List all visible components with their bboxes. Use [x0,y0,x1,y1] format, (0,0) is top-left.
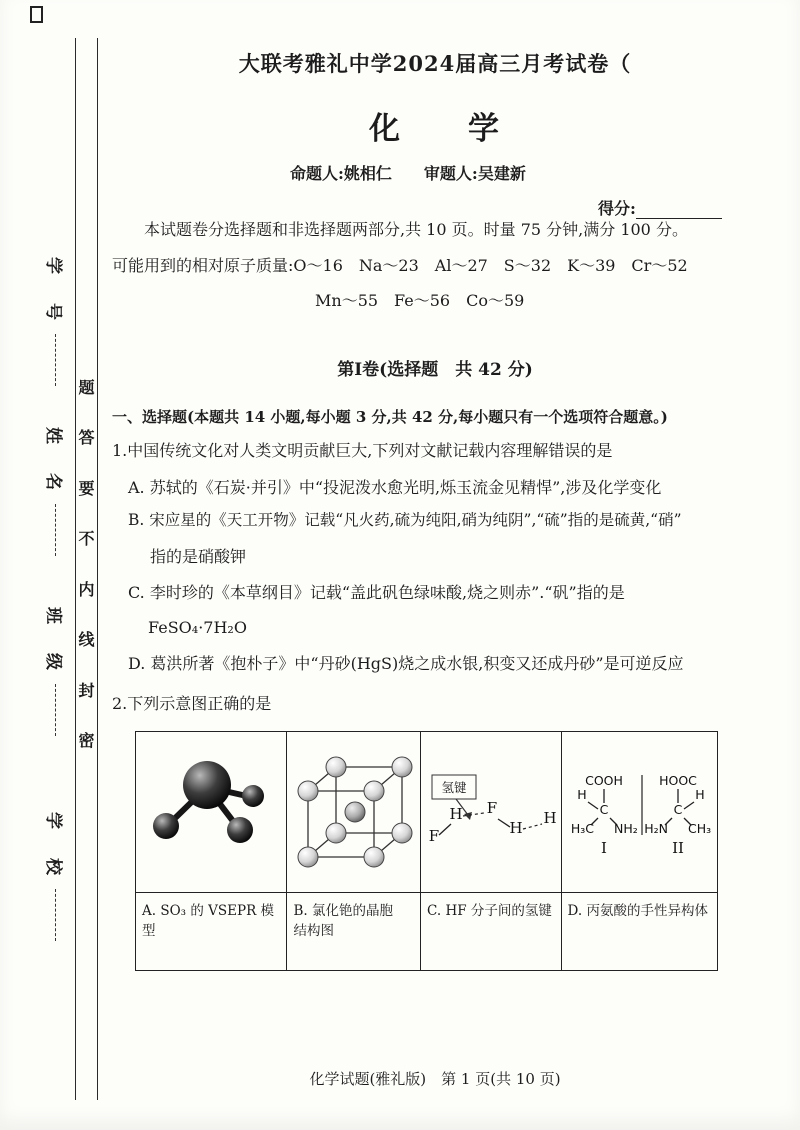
option-c-cell [420,732,561,970]
hydrogen-atom-label: H [577,787,587,802]
atomic-masses-line1: 可能用到的相对原子质量:O～16 Na～23 Al～27 S～32 K～39 Cr～52 [112,256,688,275]
score-field [598,196,722,219]
question-1-option-c-formula: FeSO₄·7H₂O [148,618,247,637]
option-b-caption-line1: B. 氯化铯的晶胞 [293,903,393,919]
corner-registration-mark [30,6,43,23]
fill-in-line [55,684,57,736]
score-blank-line [636,203,722,219]
hydrogen-atom-label: H [509,819,523,837]
option-a-caption: A. SO₃ 的 VSEPR 模型 [142,903,275,940]
score-label: 得分: [598,199,636,218]
seal-notice-char: 封 [78,681,95,700]
seal-field-class [43,607,69,737]
carbon-atom-label: C [599,802,609,817]
question-1-option-b-line1: B. 宋应星的《天工开物》记载“凡火药,硫为纯阳,硝为纯阴”,“硫”指的是硫黄,“硝” [128,511,682,529]
exam-title: 大联考雅礼中学2024届高三月考试卷（ [238,51,632,76]
atomic-masses-line2: Mn～55 Fe～56 Co～59 [315,291,525,310]
seal-field-label: 学 号 [43,257,64,326]
page-footer: 化学试题(雅礼版) 第 1 页(共 10 页) [309,1070,561,1088]
fill-in-line [55,889,57,941]
carboxyl-group-label: HOOC [658,773,697,788]
methyl-group-label: H₃C [570,821,594,836]
carbon-atom-label: C [673,802,683,817]
option-a-cell [136,732,286,970]
question-1-option-c-line1: C. 李时珍的《本草纲目》记载“盖此矾色绿味酸,烧之则赤”.“矾”指的是 [128,583,625,602]
seal-field-label: 姓 名 [43,427,64,496]
seal-field-student-number [43,257,69,387]
seal-line-outer [75,38,76,1100]
hydrogen-bond-label: 氢键 [441,780,467,795]
option-b-caption [287,893,420,942]
exam-description: 本试题卷分选择题和非选择题两部分,共 10 页。时量 75 分钟,满分 100 分。 [144,220,688,239]
option-c-caption: C. HF 分子间的氢键 [427,903,552,919]
hydrogen-atom-label: H [543,809,557,827]
seal-field-label: 学 校 [43,812,64,881]
fill-in-line [55,504,57,556]
fill-in-line [55,334,57,386]
seal-notice-char: 内 [78,580,95,599]
seal-notice-char: 不 [78,529,95,548]
isomer-1-label: I [600,839,607,857]
question-1-stem: 1.中国传统文化对人类文明贡献巨大,下列对文献记载内容理解错误的是 [112,441,613,460]
hf-hydrogen-bond-diagram [421,732,561,893]
amine-group-label: NH₂ [613,821,638,836]
question-1-option-b-line2: 指的是硝酸钾 [150,547,247,566]
fluorine-atom-label: F [428,827,439,845]
hydrogen-atom-label: H [695,787,705,802]
hydrogen-atom-label: H [449,805,463,823]
question-1-option-d: D. 葛洪所著《抱朴子》中“丹砂(HgS)烧之成水银,积变又还成丹砂”是可逆反应 [128,654,684,673]
seal-field-school [43,812,69,942]
isomer-2-label: II [671,839,684,857]
seal-notice-char: 题 [78,378,95,397]
subject-title: 化 学 [369,111,501,147]
seal-notice-char: 要 [78,479,95,498]
setters-line: 命题人:姚相仁 审题人:吴建新 [290,164,526,183]
seal-notice-char: 线 [78,630,95,649]
seal-field-name [43,427,69,557]
seal-line-inner [97,38,98,1100]
cscl-unit-cell-diagram [287,732,420,893]
question-2-options-table [135,731,718,971]
fluorine-atom-label: F [486,799,497,817]
methyl-group-label: CH₃ [687,821,711,836]
question-2-stem: 2.下列示意图正确的是 [112,694,272,713]
option-b-cell [286,732,420,970]
alanine-chiral-isomers-diagram [562,732,717,893]
multiple-choice-instruction: 一、选择题(本题共 14 小题,每小题 3 分,共 42 分,每小题只有一个选项符合题意。) [112,408,668,426]
option-d-caption: D. 丙氨酸的手性异构体 [567,903,708,919]
carboxyl-group-label: COOH [584,773,623,788]
option-d-cell [561,732,717,970]
vsepr-model-diagram [136,732,286,893]
seal-notice-char: 密 [78,731,95,750]
seal-notice-char: 答 [78,428,95,447]
seal-field-label: 班 级 [43,607,64,676]
amine-group-label: H₂N [644,821,668,836]
question-1-option-a: A. 苏轼的《石炭·并引》中“投泥泼水愈光明,烁玉流金见精悍”,涉及化学变化 [128,478,662,497]
section-1-title: 第Ⅰ卷(选择题 共 42 分) [337,360,533,380]
option-b-caption-line2: 结构图 [293,923,334,940]
